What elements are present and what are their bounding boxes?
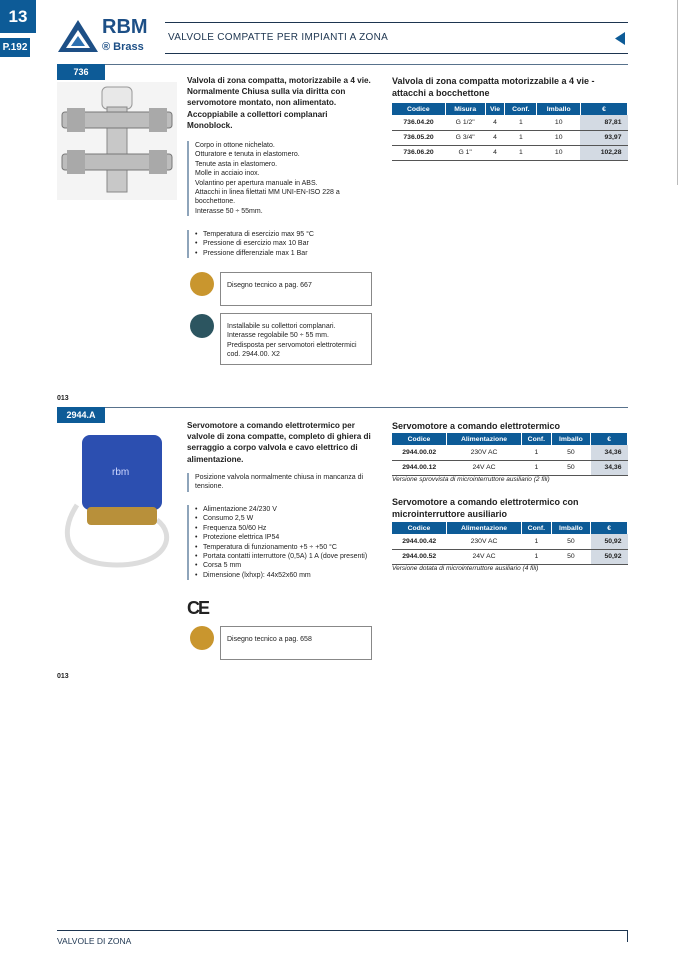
cell-code: 2944.00.42	[392, 534, 446, 549]
features-box	[187, 473, 377, 492]
table-row	[392, 534, 628, 549]
ce-mark-icon: CE	[187, 598, 209, 618]
features-box	[187, 141, 377, 216]
table-row	[392, 549, 628, 564]
col-header: Misura	[445, 103, 485, 115]
cell: 24V AC	[446, 460, 521, 475]
feature-item: Attacchi in linea filettati MM UNI-EN-ISO 228 a bocchettone.	[195, 189, 340, 206]
cell: 10	[537, 130, 581, 145]
col-header: €	[580, 103, 627, 115]
footer-rule	[57, 930, 628, 931]
feature-item: Interasse 50 ÷ 55mm.	[195, 207, 263, 215]
logo-triangle-icon	[57, 18, 99, 54]
table-title: Valvola di zona compatta motorizzabile a 4 vie - attacchi a bocchettone	[392, 76, 595, 98]
page-number: P.192	[0, 38, 30, 57]
cell-code: 736.06.20	[392, 145, 445, 160]
cell: 1	[522, 460, 551, 475]
product-code-tab: 736	[57, 64, 105, 80]
chapter-number: 13	[0, 0, 36, 33]
section-code: 013	[57, 395, 69, 402]
cell: G 3/4"	[445, 130, 485, 145]
info-note: Installabile su collettori complanari. Interasse regolabile 50 ÷ 55 mm. Predisposta per servomotori elettrotermici cod. 2944.00. X2	[220, 313, 372, 365]
brand-name: RBM	[102, 16, 148, 38]
table-title: Servomotore a comando elettrotermico	[392, 421, 561, 431]
feature-item: Tenute asta in elastomero.	[195, 160, 278, 168]
col-header: Imballo	[551, 522, 591, 534]
cell-price: 34,36	[591, 445, 628, 460]
brand-sub: ® Brass	[102, 41, 144, 53]
specs-box	[187, 230, 377, 258]
cell: G 1"	[445, 145, 485, 160]
price-table	[392, 103, 628, 161]
spec-item: • Portata contatti interruttore (0,5A) 1 A (dove presenti)	[195, 552, 377, 561]
col-header: Vie	[485, 103, 504, 115]
col-header: Codice	[392, 522, 446, 534]
col-header: Codice	[392, 433, 446, 445]
feature-item: Otturatore e tenuta in elastomero.	[195, 151, 300, 159]
cell: 4	[485, 115, 504, 130]
table-row	[392, 460, 628, 475]
technical-drawing-icon	[190, 626, 214, 650]
cell: 4	[485, 145, 504, 160]
spec-item: • Dimensione (lxhxp): 44x52x60 mm	[195, 571, 377, 580]
cell: 1	[522, 445, 551, 460]
col-header: Imballo	[551, 433, 591, 445]
col-header: Codice	[392, 103, 445, 115]
cell-price: 87,81	[580, 115, 627, 130]
footer-text: VALVOLE DI ZONA	[57, 936, 132, 946]
brand-logo	[57, 18, 157, 54]
footer-tick	[627, 930, 628, 942]
price-table	[392, 433, 628, 476]
cell-price: 50,92	[591, 534, 628, 549]
cell: 1	[522, 549, 551, 564]
header-bar	[165, 22, 628, 54]
cell: 230V AC	[446, 445, 521, 460]
col-header: Alimentazione	[446, 522, 521, 534]
spec-item: • Temperatura di esercizio max 95 °C	[195, 230, 377, 239]
product-description: Servomotore a comando elettrotermico per valvole di zona compatte, completo di ghiera di serraggio a corpo valvola e cavo elettrico di alimentazione.	[187, 421, 371, 464]
cell: 10	[537, 115, 581, 130]
table-note: Versione dotata di microinterruttore ausiliario (4 fili)	[392, 565, 539, 572]
table-header	[392, 103, 628, 115]
spec-item: • Alimentazione 24/230 V	[195, 505, 377, 514]
actuator-product-image	[57, 425, 177, 575]
cell-code: 736.05.20	[392, 130, 445, 145]
specs-box	[187, 505, 377, 580]
section-divider	[57, 64, 628, 65]
product-description: Valvola di zona compatta, motorizzabile a 4 vie. Normalmente Chiusa sulla via diritta con servomotore montato, non alimentato. Accoppiabile a collettori complanari Monoblock.	[187, 76, 371, 130]
drawing-note[interactable]: Disegno tecnico a pag. 667	[220, 272, 372, 306]
cell: 1	[505, 130, 537, 145]
price-table	[392, 522, 628, 565]
drawing-note[interactable]: Disegno tecnico a pag. 658	[220, 626, 372, 660]
table-row	[392, 145, 628, 160]
info-hand-icon	[190, 314, 214, 338]
table-note: Versione sprovvista di microinterruttore ausiliario (2 fili)	[392, 476, 550, 483]
spec-item: • Frequenza 50/60 Hz	[195, 524, 377, 533]
cell-code: 2944.00.12	[392, 460, 446, 475]
cell-price: 102,28	[580, 145, 627, 160]
spec-item: • Pressione differenziale max 1 Bar	[195, 249, 377, 258]
product-code-tab: 2944.A	[57, 407, 105, 423]
section-divider	[57, 407, 628, 408]
table-row	[392, 115, 628, 130]
feature-item: Molle in acciaio inox.	[195, 170, 260, 178]
cell-price: 93,97	[580, 130, 627, 145]
col-header: Conf.	[522, 522, 551, 534]
col-header: Imballo	[537, 103, 581, 115]
section-code: 013	[57, 673, 69, 680]
table-row	[392, 130, 628, 145]
cell-price: 34,36	[591, 460, 628, 475]
feature-item: Corpo in ottone nichelato.	[195, 142, 275, 149]
cell: 24V AC	[446, 549, 521, 564]
cell: G 1/2"	[445, 115, 485, 130]
col-header: Alimentazione	[446, 433, 521, 445]
cell: 1	[505, 145, 537, 160]
cell: 50	[551, 549, 591, 564]
cell: 50	[551, 445, 591, 460]
col-header: €	[591, 522, 628, 534]
feature-item: Volantino per apertura manuale in ABS.	[195, 179, 318, 187]
col-header: Conf.	[522, 433, 551, 445]
technical-drawing-icon	[190, 272, 214, 296]
spec-item: • Temperatura di funzionamento +5 ÷ +50 °C	[195, 543, 377, 552]
cell: 4	[485, 130, 504, 145]
spec-item: • Consumo 2,5 W	[195, 514, 377, 523]
cell-code: 2944.00.52	[392, 549, 446, 564]
cell: 1	[505, 115, 537, 130]
cell-code: 2944.00.02	[392, 445, 446, 460]
table-header	[392, 433, 628, 445]
feature-item: Posizione valvola normalmente chiusa in mancanza di tensione.	[195, 474, 364, 491]
col-header: €	[591, 433, 628, 445]
spec-item: • Corsa 5 mm	[195, 561, 377, 570]
cell: 10	[537, 145, 581, 160]
cell-price: 50,92	[591, 549, 628, 564]
table-title: Servomotore a comando elettrotermico con microinterruttore ausiliario	[392, 497, 579, 519]
header-title: VALVOLE COMPATTE PER IMPIANTI A ZONA	[168, 32, 389, 43]
table-header	[392, 522, 628, 534]
table-row	[392, 445, 628, 460]
cell: 50	[551, 534, 591, 549]
valve-product-image	[57, 82, 177, 200]
spec-item: • Pressione di esercizio max 10 Bar	[195, 239, 377, 248]
svg-text:rbm: rbm	[112, 467, 130, 478]
cell: 1	[522, 534, 551, 549]
back-arrow-icon[interactable]	[615, 32, 625, 45]
cell-code: 736.04.20	[392, 115, 445, 130]
cell: 230V AC	[446, 534, 521, 549]
spec-item: • Protezione elettrica IP54	[195, 533, 377, 542]
col-header: Conf.	[505, 103, 537, 115]
cell: 50	[551, 460, 591, 475]
